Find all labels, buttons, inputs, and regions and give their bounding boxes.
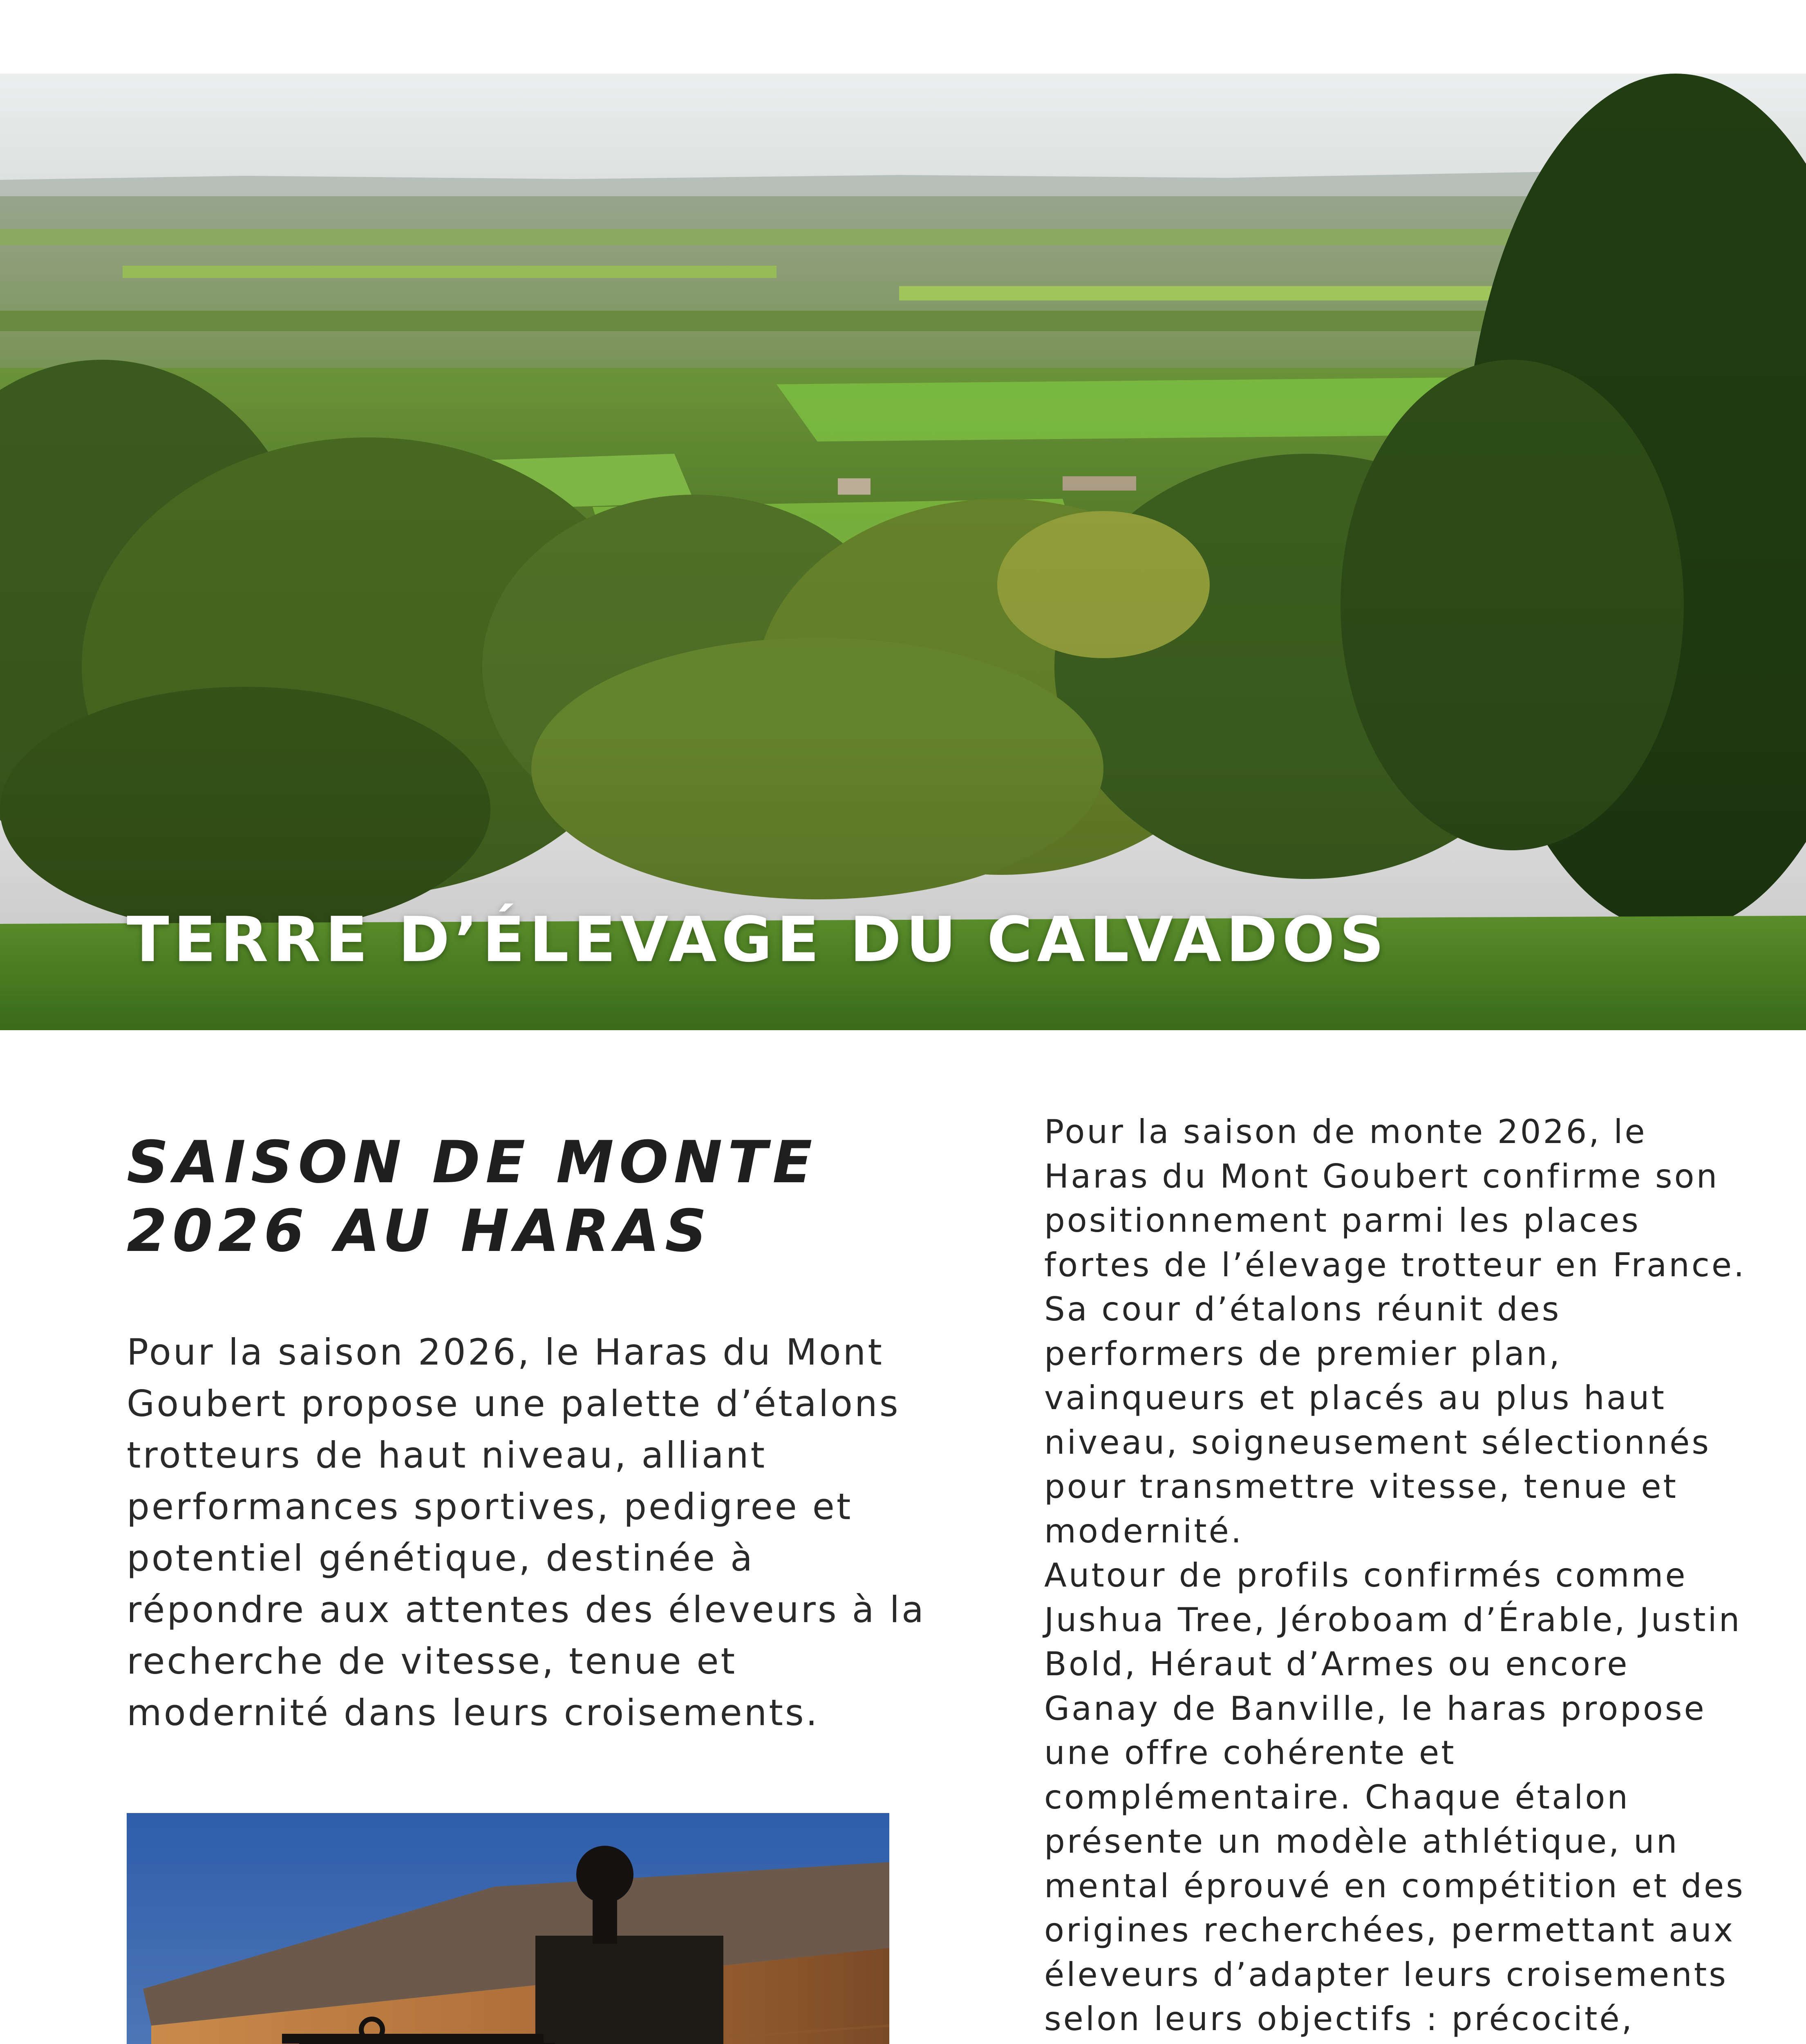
hero-landscape-photo	[0, 74, 1806, 1030]
intro-paragraph: Pour la saison 2026, le Haras du Mont Goubert propose une palette d’étalons trotteurs de haut niveau, alliant performances sportives, pedigree et potentiel génétique, destinée à répondre aux attentes des éleveurs à la recherche de vitesse, tenue et modernité dans leurs croisements.	[127, 1331, 926, 1734]
section-heading	[127, 1128, 903, 1266]
body-column	[1044, 1110, 1747, 2044]
section-heading-line1: SAISON DE MONTE	[127, 1129, 818, 1196]
sign-image	[127, 1813, 889, 2044]
landscape-image	[0, 74, 1806, 1030]
hero-title: TERRE D’ÉLEVAGE DU CALVADOS	[127, 903, 1389, 976]
body-paragraph-2: Autour de profils confirmés comme Jushua Tree, Jéroboam d’Érable, Justin Bold, Héraut d’Armes ou encore Ganay de Banville, le haras propose une offre cohérente et complémentaire. Chaque étalon présente un modèle athlétique, un mental éprouvé en compétition et des origines recherchées, permettant aux éleveurs d’adapter leurs croisements selon leurs objectifs : précocité,	[1044, 1556, 1745, 2038]
haras-sign-photo	[127, 1813, 889, 2044]
section-heading-line2: 2026 AU HARAS	[127, 1197, 712, 1265]
body-paragraph-1: Pour la saison de monte 2026, le Haras du Mont Goubert confirme son positionnement parmi les places fortes de l’élevage trotteur en France. Sa cour d’étalons réunit des performers de premier plan, vainqueurs et placés au plus haut niveau, soigneusement sélectionnés pour transmettre vitesse, tenue et modernité.	[1044, 1113, 1746, 1550]
